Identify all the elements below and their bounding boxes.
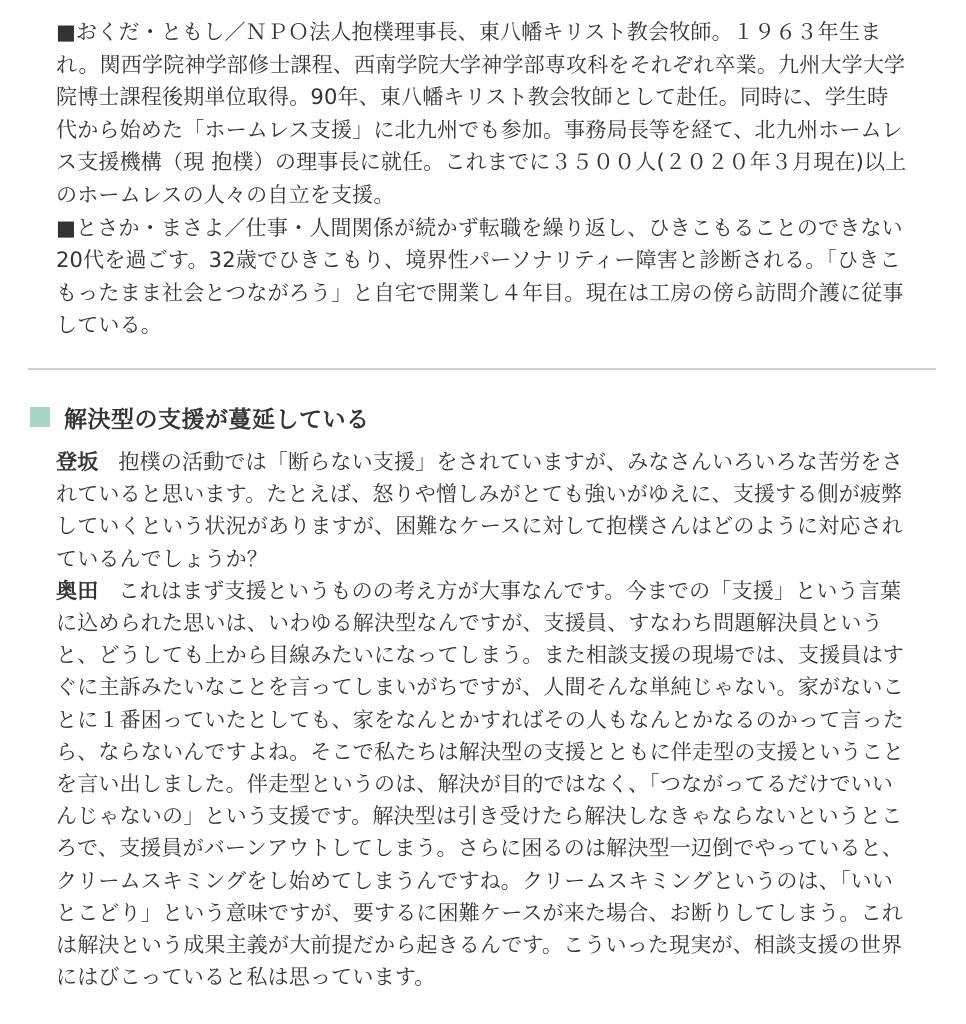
dialogue-text: 抱樸の活動では「断らない支援」をされていますが、みなさんいろいろな苦労をされていると思います。たとえば、怒りや憎しみがとても強いがゆえに、支援する側が疲弊していくという状況がありますが、困難なケースに対して抱樸さんはどのように対応されているんでしょうか？ <box>56 450 903 571</box>
profile-section <box>56 16 908 342</box>
dialogue-text: これはまず支援というものの考え方が大事なんです。今までの「支援」という言葉に込められた思いは、いわゆる解決型なんですが、支援員、すなわち問題解決員というと、どうしても上から目線みたいになってしまう。また相談支援の現場では、支援員はすぐに主訴みたいなことを言ってしまいがちですが、人間そんな単純じゃない。家がないことに１番困っていたとしても、家をなんとかすればその人もなんとかなるのかって言ったら、ならないんですよね。そこで私たちは解決型の支援とともに伴走型の支援ということを言い出しました。伴走型というのは、解決が目的ではなく、「つながってるだけでいいんじゃないの」という支援です。解決型は引き受けたら解決しなきゃならないというところで、支援員がバーンアウトしてしまう。さらに困るのは解決型一辺倒でやっていると、クリームスキミングをし始めてしまうんですね。クリームスキミングというのは、「いいとこどり」という意味ですが、要するに困難ケースが来た場合、お断りしてしまう。これは解決という成果主義が大前提だから起きるんです。こういった現実が、相談支援の世界にはびこっていると私は思っています。 <box>56 578 904 990</box>
dialogue-paragraph <box>56 446 908 575</box>
section-divider <box>28 368 936 370</box>
profile-tosaka: ■とさか・まさよ／仕事・人間関係が続かず転職を繰り返し、ひきこもることのできない20代を過ごす。32歳でひきこもり、境界性パーソナリティー障害と診断される。「ひきこもったまま社会とつながろう」と自宅で開業し４年目。現在は工房の傍ら訪問介護に従事している。 <box>56 215 904 338</box>
dialogue-paragraph <box>56 575 908 994</box>
speaker-name: 奥田 <box>56 578 99 603</box>
section-heading-text: 解決型の支援が蔓延している <box>64 406 370 433</box>
profile-okuda: ■おくだ・ともし／ＮＰＯ法人抱樸理事長、東八幡キリスト教会牧師。１９６３年生まれ。関西学院神学部修士課程、西南学院大学神学部専攻科をそれぞれ卒業。九州大学大学院博士課程後期単位取得。90年、東八幡キリスト教会牧師として赴任。同時に、学生時代から始めた「ホームレス支援」に北九州でも参加。事務局長等を経て、北九州ホームレス支援機構（現 抱樸）の理事長に就任。これまでに３５００人(２０２０年３月現在)以上のホームレスの人々の自立を支援。 <box>56 20 907 207</box>
interview-dialogue <box>56 446 908 993</box>
heading-square-icon <box>30 407 50 427</box>
speaker-name: 登坂 <box>56 450 99 474</box>
section-heading <box>30 399 370 435</box>
